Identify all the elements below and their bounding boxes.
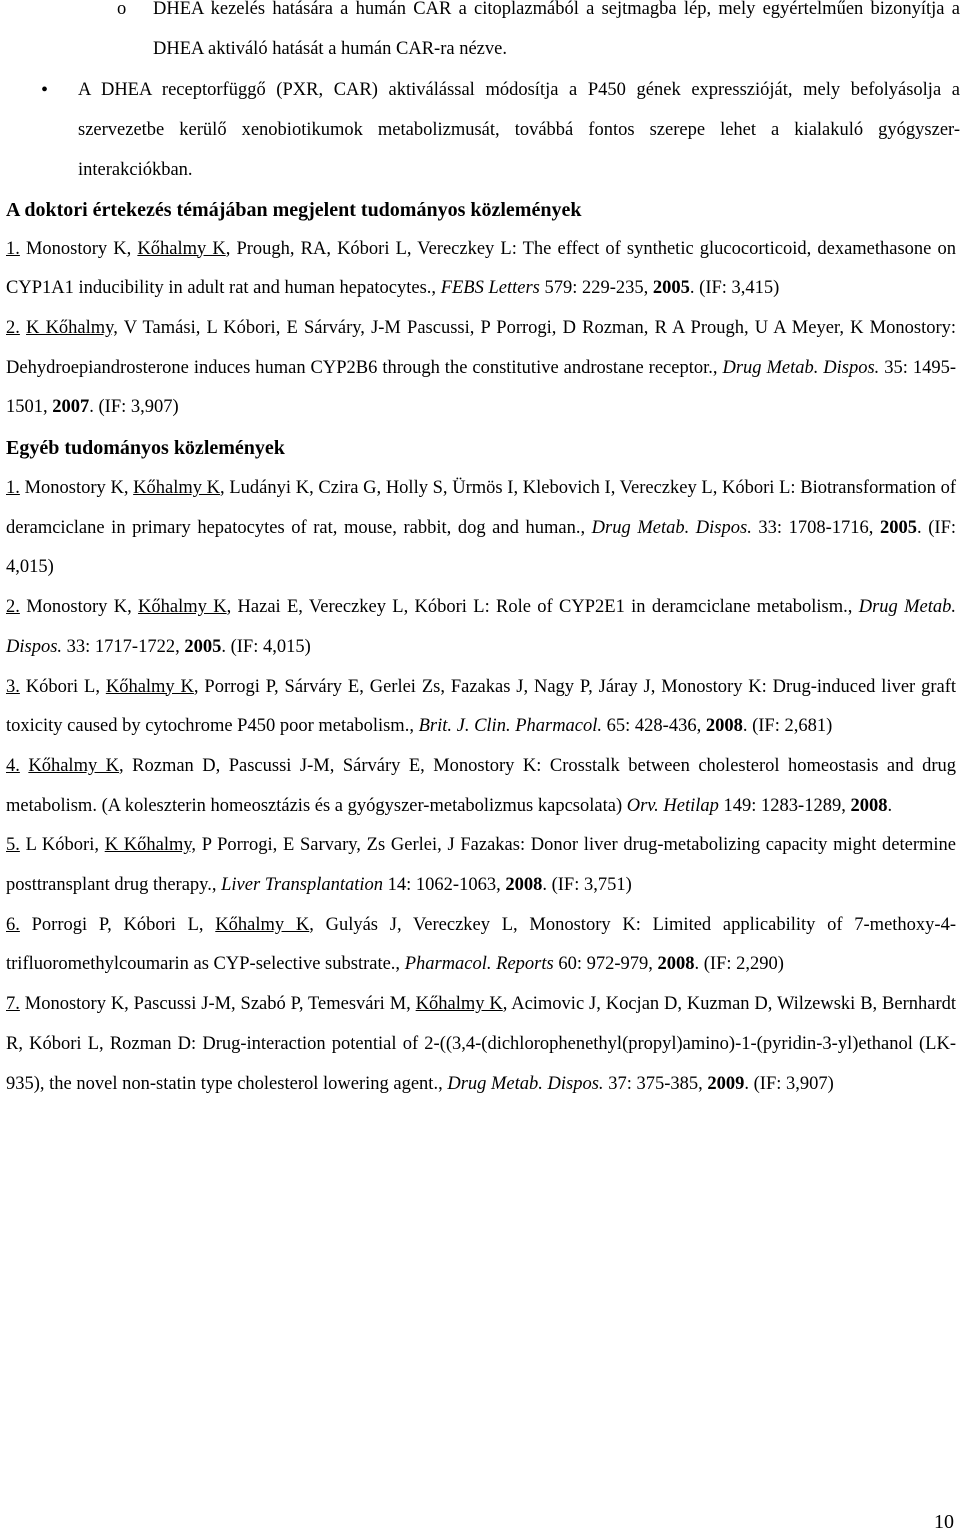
reference-year: 2008 xyxy=(657,954,695,975)
reference-number: 1. xyxy=(6,478,20,499)
reference-authors: Porrogi P, Kóbori L, xyxy=(19,914,216,935)
reference-volume: 60: 972-979, xyxy=(553,954,658,975)
reference-item xyxy=(6,469,956,588)
reference-impact: . xyxy=(887,795,893,816)
reference-authors: L Kóbori, xyxy=(19,835,105,856)
highlighted-author: Kőhalmy K xyxy=(215,914,310,935)
reference-body: , Hazai E, Vereczkey L, Kóbori L: Role of CYP2E1 in deramciclane metabolism., xyxy=(226,597,859,618)
reference-number: 5. xyxy=(6,835,20,856)
reference-volume: 14: 1062-1063, xyxy=(383,875,506,896)
reference-volume: 37: 375-385, xyxy=(603,1073,708,1094)
highlighted-author: Kőhalmy K xyxy=(133,478,221,499)
highlighted-author: K Kőhalmy, xyxy=(26,317,118,338)
reference-authors: Monostory K, xyxy=(19,478,134,499)
highlighted-author: Kőhalmy K xyxy=(105,676,194,697)
dissertation-publications xyxy=(0,230,960,429)
journal-name: Brit. J. Clin. Pharmacol. xyxy=(418,716,603,737)
reference-impact: . (IF: 4,015) xyxy=(221,636,311,657)
reference-year: 2008 xyxy=(705,716,743,737)
reference-number: 6. xyxy=(6,914,20,935)
reference-item xyxy=(6,985,956,1104)
bullet-item xyxy=(0,71,960,190)
reference-year: 2005 xyxy=(652,278,690,299)
reference-body: , Prough, RA, Kóbori L, Vereczkey L: The effect of synthetic glucocorticoid, dexamethasone on CYP1A1 inducibility in adult rat and human hepatocytes., xyxy=(6,238,957,299)
reference-number: 2. xyxy=(6,597,20,618)
bullet-marker: • xyxy=(41,79,49,102)
reference-volume: 579: 229-235, xyxy=(539,278,653,299)
bullet-marker: o xyxy=(117,0,127,19)
reference-volume: 35: 1495-1501, xyxy=(6,357,956,418)
reference-year: 2005 xyxy=(880,517,918,538)
reference-year: 2007 xyxy=(52,397,90,418)
journal-name: Drug Metab. Dispos. xyxy=(722,357,880,378)
reference-number: 2. xyxy=(6,317,20,338)
highlighted-author: Kőhalmy K xyxy=(415,994,503,1015)
reference-impact: . (IF: 3,907) xyxy=(744,1073,834,1094)
reference-volume: 149: 1283-1289, xyxy=(718,795,851,816)
other-publications xyxy=(0,469,960,1104)
reference-number: 7. xyxy=(6,994,20,1015)
reference-authors: Monostory K, Pascussi J-M, Szabó P, Temesvári M, xyxy=(19,994,416,1015)
reference-item xyxy=(6,309,956,428)
highlighted-author: K Kőhalmy, xyxy=(104,835,197,856)
reference-impact: . (IF: 2,290) xyxy=(694,954,784,975)
reference-number: 1. xyxy=(6,238,20,259)
reference-year: 2008 xyxy=(850,795,888,816)
journal-name: Drug Metab. Dispos. xyxy=(591,517,752,538)
reference-authors: Monostory K, xyxy=(19,597,139,618)
reference-body: , Porrogi P, Sárváry E, Gerlei Zs, Fazakas J, Nagy P, Járay J, Monostory K: Drug-induced liver graft toxicity caused by cytochrome P450 poor metabolism., xyxy=(6,676,956,737)
highlighted-author: Kőhalmy K xyxy=(138,597,227,618)
reference-item xyxy=(6,826,956,905)
reference-item xyxy=(6,668,956,747)
bullet-text: DHEA kezelés hatására a humán CAR a citoplazmából a sejtmagba lép, mely egyértelműen bizonyítja a DHEA aktiváló hatását a humán CAR-ra nézve. xyxy=(153,0,960,59)
page-number: 10 xyxy=(934,1511,954,1533)
reference-item xyxy=(6,906,956,985)
journal-name: Pharmacol. Reports xyxy=(404,954,554,975)
reference-body: P Porrogi, E Sarvary, Zs Gerlei, J Fazakas: Donor liver drug-metabolizing capacity might determine posttransplant drug therapy., xyxy=(6,835,957,896)
journal-name: Drug Metab. Dispos. xyxy=(6,597,956,657)
reference-body: , Acimovic J, Kocjan D, Kuzman D, Wilzewski B, Bernhardt R, Kóbori L, Rozman D: Drug-interaction potential of 2-((3,4-(dichlorophenethyl(propyl)amino)-1-(pyridin-3-yl)ethanol (LK-935), the novel non-statin type cholesterol lowering agent., xyxy=(6,994,957,1094)
reference-body: V Tamási, L Kóbori, E Sárváry, J-M Pascussi, P Porrogi, D Rozman, R A Prough, U A Meyer, K Monostory: Dehydroepiandrosterone induces human CYP2B6 through the constitutive androstane receptor., xyxy=(6,317,957,378)
reference-volume: 65: 428-436, xyxy=(602,716,706,737)
reference-impact: . (IF: 3,751) xyxy=(542,875,632,896)
bullet-item xyxy=(0,0,960,69)
reference-impact: . (IF: 4,015) xyxy=(6,517,956,578)
reference-year: 2008 xyxy=(505,875,543,896)
reference-authors: Kóbori L, xyxy=(19,676,106,697)
reference-item xyxy=(6,588,956,667)
bullet-text: A DHEA receptorfüggő (PXR, CAR) aktiválással módosítja a P450 gének expresszióját, mely befolyásolja a szervezetbe kerülő xenobiotikumok metabolizmusát, továbbá fontos szerepe lehet a kialakuló gyógyszer-interakciókban. xyxy=(78,80,960,180)
reference-number: 4. xyxy=(6,755,20,776)
reference-body: , Ludányi K, Czira G, Holly S, Ürmös I, Klebovich I, Vereczkey L, Kóbori L: Biotransformation of deramciclane in primary hepatocytes of rat, mouse, rabbit, dog and human., xyxy=(6,478,956,538)
highlighted-author: Kőhalmy K xyxy=(28,755,120,776)
reference-impact: . (IF: 2,681) xyxy=(742,716,833,737)
reference-body: , Gulyás J, Vereczkey L, Monostory K: Limited applicability of 7-methoxy-4-trifluoromethylcoumarin as CYP-selective substrate., xyxy=(6,914,956,975)
journal-name: Liver Transplantation xyxy=(221,875,384,896)
reference-authors: Monostory K, xyxy=(19,238,138,259)
reference-number: 3. xyxy=(6,676,20,697)
journal-name: FEBS Letters xyxy=(440,278,540,299)
reference-year: 2009 xyxy=(707,1073,745,1094)
reference-item xyxy=(6,747,956,826)
highlighted-author: Kőhalmy K xyxy=(137,238,226,259)
reference-volume: 33: 1717-1722, xyxy=(62,636,185,657)
reference-item xyxy=(6,230,956,309)
journal-name: Orv. Hetilap xyxy=(626,795,719,816)
reference-impact: . (IF: 3,415) xyxy=(689,278,780,299)
journal-name: Drug Metab. Dispos. xyxy=(447,1073,604,1094)
reference-year: 2005 xyxy=(184,636,222,657)
reference-volume: 33: 1708-1716, xyxy=(751,517,881,538)
reference-body: , Rozman D, Pascussi J-M, Sárváry E, Monostory K: Crosstalk between cholesterol homeostasis and drug metabolism. (A koleszterin homeosztázis és a gyógyszer-metabolizmus kapcsolata) xyxy=(6,755,956,816)
section-heading-other: Egyéb tudományos közlemények xyxy=(6,437,285,460)
reference-impact: . (IF: 3,907) xyxy=(89,397,179,418)
section-heading-dissertation: A doktori értekezés témájában megjelent tudományos közlemények xyxy=(6,198,582,221)
